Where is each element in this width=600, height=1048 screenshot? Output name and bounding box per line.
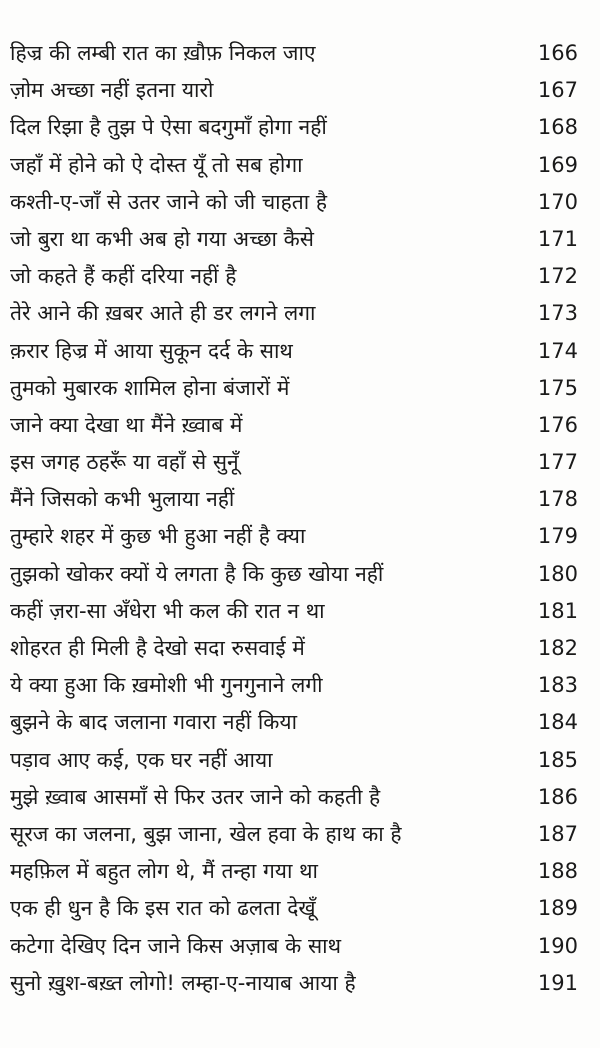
toc-entry-page-number: 179 — [537, 524, 578, 549]
toc-entry — [0, 633, 600, 670]
toc-entry-page-number: 184 — [537, 710, 578, 735]
toc-entry-page-number: 168 — [537, 115, 578, 140]
toc-entry-page-number: 167 — [537, 78, 578, 103]
toc-entry-title: जो कहते हैं कहीं दरिया नहीं है — [10, 264, 237, 289]
toc-entry-page-number: 172 — [537, 264, 578, 289]
toc-entry-title: हिज्र की लम्बी रात का ख़ौफ़ निकल जाए — [10, 41, 316, 65]
toc-entry-title: कहीं ज़रा-सा अँधेरा भी कल की रात न था — [10, 598, 325, 623]
toc-entry-title: तेरे आने की ख़बर आते ही डर लगने लगा — [10, 301, 316, 326]
toc-entry-page-number: 185 — [537, 747, 578, 772]
toc-entry-page-number: 183 — [537, 673, 578, 698]
toc-entry-page-number: 182 — [537, 636, 578, 660]
toc-entry-title: मैंने जिसको कभी भुलाया नहीं — [10, 487, 235, 512]
toc-entry-title: ज़ोम अच्छा नहीं इतना यारो — [10, 78, 214, 103]
toc-entry-title: मुझे ख़्वाब आसमाँ से फिर उतर जाने को कहती है — [10, 784, 381, 809]
toc-entry-page-number: 170 — [537, 189, 578, 214]
toc-entry-title: पड़ाव आए कई, एक घर नहीं आया — [10, 747, 273, 772]
toc-entry — [0, 484, 600, 521]
toc-entry-title: जो बुरा था कभी अब हो गया अच्छा कैसे — [10, 226, 314, 251]
toc-entry-title: शोहरत ही मिली है देखो सदा रुसवाई में — [10, 636, 305, 660]
toc-entry-page-number: 181 — [537, 598, 578, 623]
toc-entry-title: तुम्हारे शहर में कुछ भी हुआ नहीं है क्या — [10, 524, 306, 549]
toc-entry — [0, 75, 600, 112]
toc-entry-title: इस जगह ठहरूँ या वहाँ से सुनूँ — [10, 450, 239, 475]
toc-entry-page-number: 178 — [537, 487, 578, 512]
toc-entry-page-number: 171 — [537, 226, 578, 251]
toc-entry-title: जाने क्या देखा था मैंने ख़्वाब में — [10, 412, 243, 437]
toc-entry-page-number: 191 — [537, 970, 578, 995]
toc-entry-page-number: 186 — [537, 784, 578, 809]
toc-entry-title: एक ही धुन है कि इस रात को ढलता देखूँ — [10, 896, 316, 921]
toc-entry-page-number: 187 — [537, 821, 578, 846]
toc-entry — [0, 856, 600, 893]
toc-entry-title: कश्ती-ए-जाँ से उतर जाने को जी चाहता है — [10, 189, 327, 214]
toc-entry-title: तुमको मुबारक शामिल होना बंजारों में — [10, 375, 290, 400]
toc-entry-title: सूरज का जलना, बुझ जाना, खेल हवा के हाथ का है — [10, 821, 402, 846]
toc-entry — [0, 261, 600, 298]
toc-entry-title: सुनो ख़ुश-बख़्त लोगो! लम्हा-ए-नायाब आया है — [10, 970, 356, 995]
toc-entry — [0, 521, 600, 558]
toc-entry-title: जहाँ में होने को ऐ दोस्त यूँ तो सब होगा — [10, 152, 303, 177]
toc-entry-title: महफ़िल में बहुत लोग थे, मैं तन्हा गया था — [10, 859, 318, 884]
toc-entry — [0, 670, 600, 707]
toc-entry-page-number: 180 — [537, 561, 578, 586]
toc-entry-page-number: 175 — [537, 375, 578, 400]
toc-entry-title: तुझको खोकर क्यों ये लगता है कि कुछ खोया नहीं — [10, 561, 384, 586]
toc-entry-title: ये क्या हुआ कि ख़मोशी भी गुनगुनाने लगी — [10, 673, 323, 698]
toc-entry — [0, 931, 600, 968]
toc-entry — [0, 336, 600, 373]
table-of-contents — [0, 38, 600, 1005]
toc-entry — [0, 819, 600, 856]
toc-entry-page-number: 173 — [537, 301, 578, 326]
toc-entry-title: कटेगा देखिए दिन जाने किस अज़ाब के साथ — [10, 933, 342, 958]
toc-entry-page-number: 169 — [537, 152, 578, 177]
toc-entry-page-number: 190 — [537, 933, 578, 958]
toc-entry-page-number: 176 — [537, 412, 578, 437]
toc-entry — [0, 187, 600, 224]
toc-entry-title: बुझने के बाद जलाना गवारा नहीं किया — [10, 710, 298, 735]
toc-entry — [0, 150, 600, 187]
toc-entry — [0, 596, 600, 633]
toc-entry-page-number: 189 — [537, 896, 578, 921]
toc-entry-page-number: 174 — [537, 338, 578, 363]
toc-entry-page-number: 177 — [537, 450, 578, 475]
toc-entry — [0, 968, 600, 1005]
toc-entry — [0, 893, 600, 930]
toc-entry-title: क़रार हिज्र में आया सुकून दर्द के साथ — [10, 338, 293, 363]
toc-entry — [0, 745, 600, 782]
toc-entry — [0, 38, 600, 75]
toc-entry — [0, 373, 600, 410]
toc-entry-title: दिल रिझा है तुझ पे ऐसा बदगुमाँ होगा नहीं — [10, 115, 327, 140]
toc-entry-page-number: 188 — [537, 859, 578, 884]
toc-entry — [0, 224, 600, 261]
toc-entry — [0, 782, 600, 819]
toc-entry — [0, 410, 600, 447]
toc-entry — [0, 559, 600, 596]
toc-entry — [0, 298, 600, 335]
toc-entry — [0, 447, 600, 484]
toc-entry — [0, 112, 600, 149]
toc-entry-page-number: 166 — [537, 41, 578, 65]
toc-entry — [0, 707, 600, 744]
